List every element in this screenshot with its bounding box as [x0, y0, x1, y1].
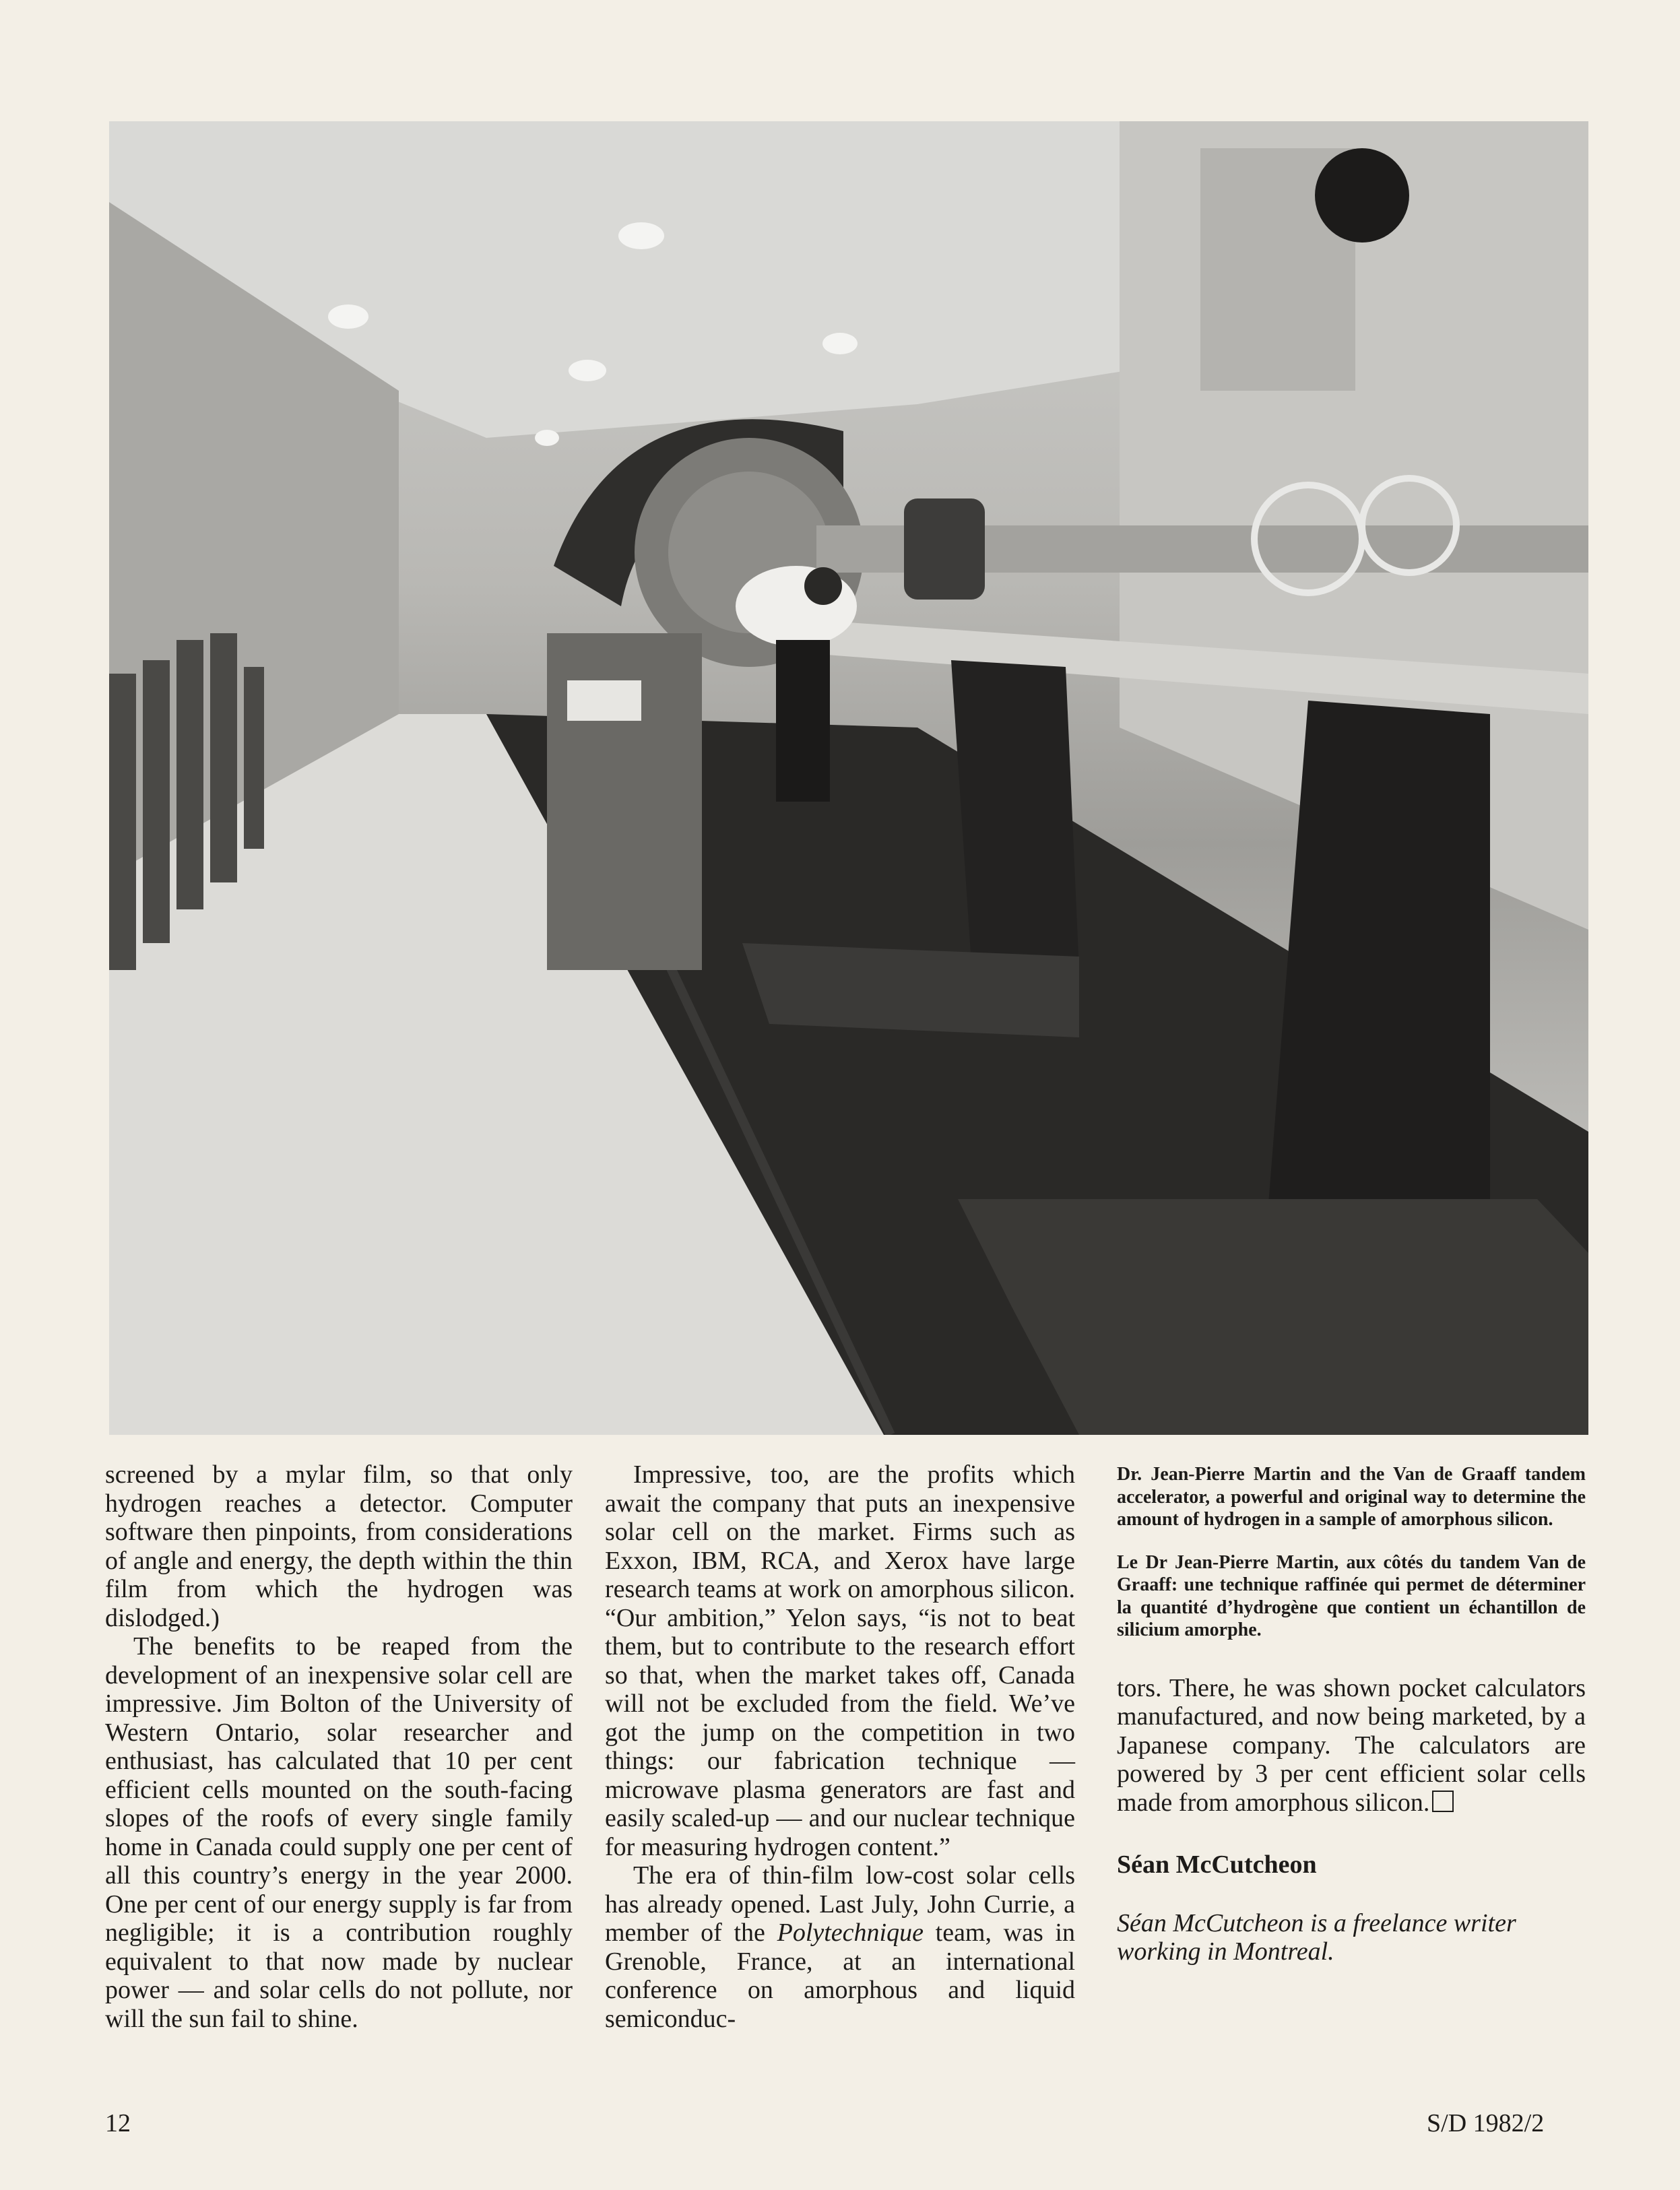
column-1-paragraph-2: The benefits to be reaped from the development of an inexpensive solar cell are impressive. Jim Bolton of the University of Western Ontario, solar researcher and enthusiast, has calculated that 10 per cent efficient cells mounted on the south-facing slopes of the roofs of every single family home in Canada could supply one per cent of all this country’s energy in the year 2000. One per cent of our energy supply is far from negligible; it is a contribution roughly equivalent to that now made by nuclear power — and solar cells do not pollute, nor will the sun fail to shine. [105, 1632, 573, 2033]
photo-caption-english: Dr. Jean-Pierre Martin and the Van de Graaff tandem accelerator, a powerful and original way to determine the amount of hydrogen in a sample of amorphous silicon. [1117, 1464, 1586, 1530]
column-2-paragraph-2 [605, 1861, 1075, 2033]
column-3-paragraph-text: tors. There, he was shown pocket calculators manufactured, and now being marketed, by a Japanese company. The calculators are powered by 3 per cent efficient solar cells made from amorphous silicon. [1117, 1673, 1586, 1817]
photo-caption-french: Le Dr Jean-Pierre Martin, aux côtés du tandem Van de Graaff: une technique raffinée qui permet de déterminer la quantité d’hydrogène que contient un échantillon de silicium amorphe. [1117, 1551, 1586, 1640]
column-1-paragraph-1: screened by a mylar film, so that only hydrogen reaches a detector. Computer software then pinpoints, from considerations of angle and energy, the depth within the thin film from which the hydrogen was dislodged.) [105, 1460, 573, 1632]
polytechnique-italic: Polytechnique [777, 1919, 924, 1947]
page-number: 12 [105, 2109, 131, 2137]
column-3-paragraph [1117, 1674, 1586, 1817]
issue-label: S/D 1982/2 [1427, 2109, 1545, 2137]
column-2-paragraph-2-end: team, was in Grenoble, France, at an international conference on amorphous and liquid semiconduc- [605, 1919, 1075, 2033]
column-3 [1117, 1463, 1586, 1966]
end-of-article-square-icon [1432, 1791, 1454, 1812]
accelerator-photo-icon [109, 121, 1588, 1435]
column-1 [105, 1460, 573, 2033]
author-bio: Séan McCutcheon is a freelance writer working in Montreal. [1117, 1908, 1516, 1966]
column-2 [605, 1460, 1075, 2033]
accelerator-photo [109, 121, 1588, 1435]
author-name: Séan McCutcheon [1117, 1850, 1317, 1879]
column-2-paragraph-2-start: The era of thin-film low-cost solar cells has already opened. Last July, John Currie, a member of the [605, 1861, 1075, 1947]
column-2-paragraph-1: Impressive, too, are the profits which await the company that puts an inexpensive solar cell on the market. Firms such as Exxon, IBM, RCA, and Xerox have large research teams at work on amorphous silicon. “Our ambition,” Yelon says, “is not to beat them, but to contribute to the research effort so that, when the market takes off, Canada will not be excluded from the field. We’ve got the jump on the competition in two things: our fabrication technique — microwave plasma generators are fast and easily scaled-up — and our nuclear technique for measuring hydrogen content.” [605, 1460, 1075, 1861]
